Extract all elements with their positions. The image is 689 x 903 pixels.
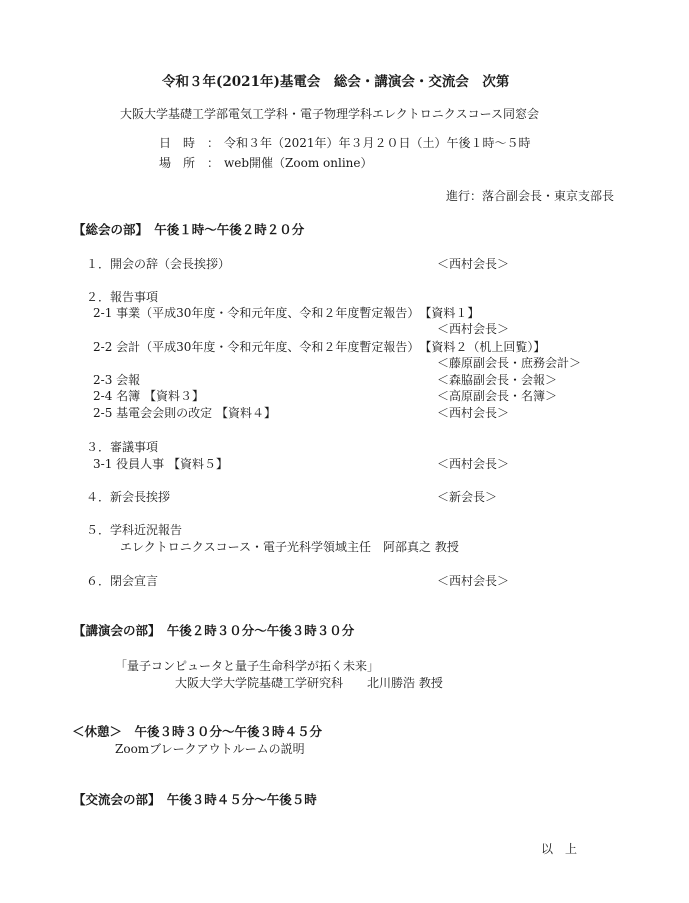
general-meeting-heading: 【総会の部】 午後１時～午後２時２０分 (73, 222, 305, 237)
deliberation-3-1-person: ＜西村会長＞ (437, 457, 510, 471)
datetime-label: 日 時 ： (159, 136, 220, 150)
dept-report-detail: エレクトロニクスコース・電子光科学領域主任 阿部真之 教授 (120, 540, 459, 554)
report-2-3: 2-3 会報 (93, 373, 141, 387)
end-mark: 以 上 (541, 842, 578, 856)
agenda-item-new-president: ４．新会長挨拶 (86, 490, 171, 504)
report-2-4-person: ＜高原副会長・名簿＞ (437, 389, 558, 403)
report-2-1: 2-1 事業（平成30年度・令和元年度、令和２年度暫定報告） 【資料１】 (93, 306, 480, 320)
lecture-topic: 「量子コンピュータと量子生命科学が拓く未来」 (115, 659, 380, 673)
datetime-value: 令和３年（2021年）年３月２０日（土）午後１時～５時 (224, 136, 531, 150)
report-2-1-person: ＜西村会長＞ (437, 322, 510, 336)
agenda-item-dept-report: ５．学科近況報告 (86, 523, 183, 537)
social-heading: 【交流会の部】 午後３時４５分～午後５時 (73, 792, 317, 807)
agenda-item-closing: ６．閉会宣言 (86, 574, 159, 588)
report-2-5: 2-5 基電会会則の改定 【資料４】 (93, 406, 276, 420)
venue-value: web開催（Zoom online） (224, 156, 373, 170)
agenda-item-deliberation: ３．審議事項 (86, 440, 159, 454)
organizer-name: 大阪大学基礎工学部電気工学科・電子物理学科エレクトロニクスコース同窓会 (120, 107, 540, 121)
venue-label: 場 所 ： (159, 156, 220, 170)
moderator: 進行：落合副会長・東京支部長 (446, 189, 615, 203)
lecture-speaker: 大阪大学大学院基礎工学研究科 北川勝浩 教授 (175, 676, 443, 690)
report-2-2-person: ＜藤原副会長・庶務会計＞ (437, 356, 582, 370)
break-note: Zoomブレークアウトルームの説明 (115, 742, 305, 756)
agenda-item-opening: １．開会の辞（会長挨拶） (86, 257, 231, 271)
agenda-item-opening-person: ＜西村会長＞ (437, 257, 510, 271)
break-heading: ＜休憩＞ 午後３時３０分～午後３時４５分 (72, 724, 323, 739)
agenda-item-reports: ２．報告事項 (86, 290, 159, 304)
agenda-item-closing-person: ＜西村会長＞ (437, 574, 510, 588)
agenda-item-new-president-person: ＜新会長＞ (437, 490, 498, 504)
deliberation-3-1: 3-1 役員人事 【資料５】 (93, 457, 228, 471)
report-2-3-person: ＜森脇副会長・会報＞ (437, 373, 558, 387)
report-2-5-person: ＜西村会長＞ (437, 406, 510, 420)
lecture-heading: 【講演会の部】 午後２時３０分～午後３時３０分 (73, 623, 355, 638)
report-2-2: 2-2 会計（平成30年度・令和元年度、令和２年度暫定報告） 【資料２（机上回覧）】 (93, 340, 546, 354)
document-title: 令和３年(2021年)基電会 総会・講演会・交流会 次第 (162, 74, 510, 90)
report-2-4: 2-4 名簿 【資料３】 (93, 389, 204, 403)
